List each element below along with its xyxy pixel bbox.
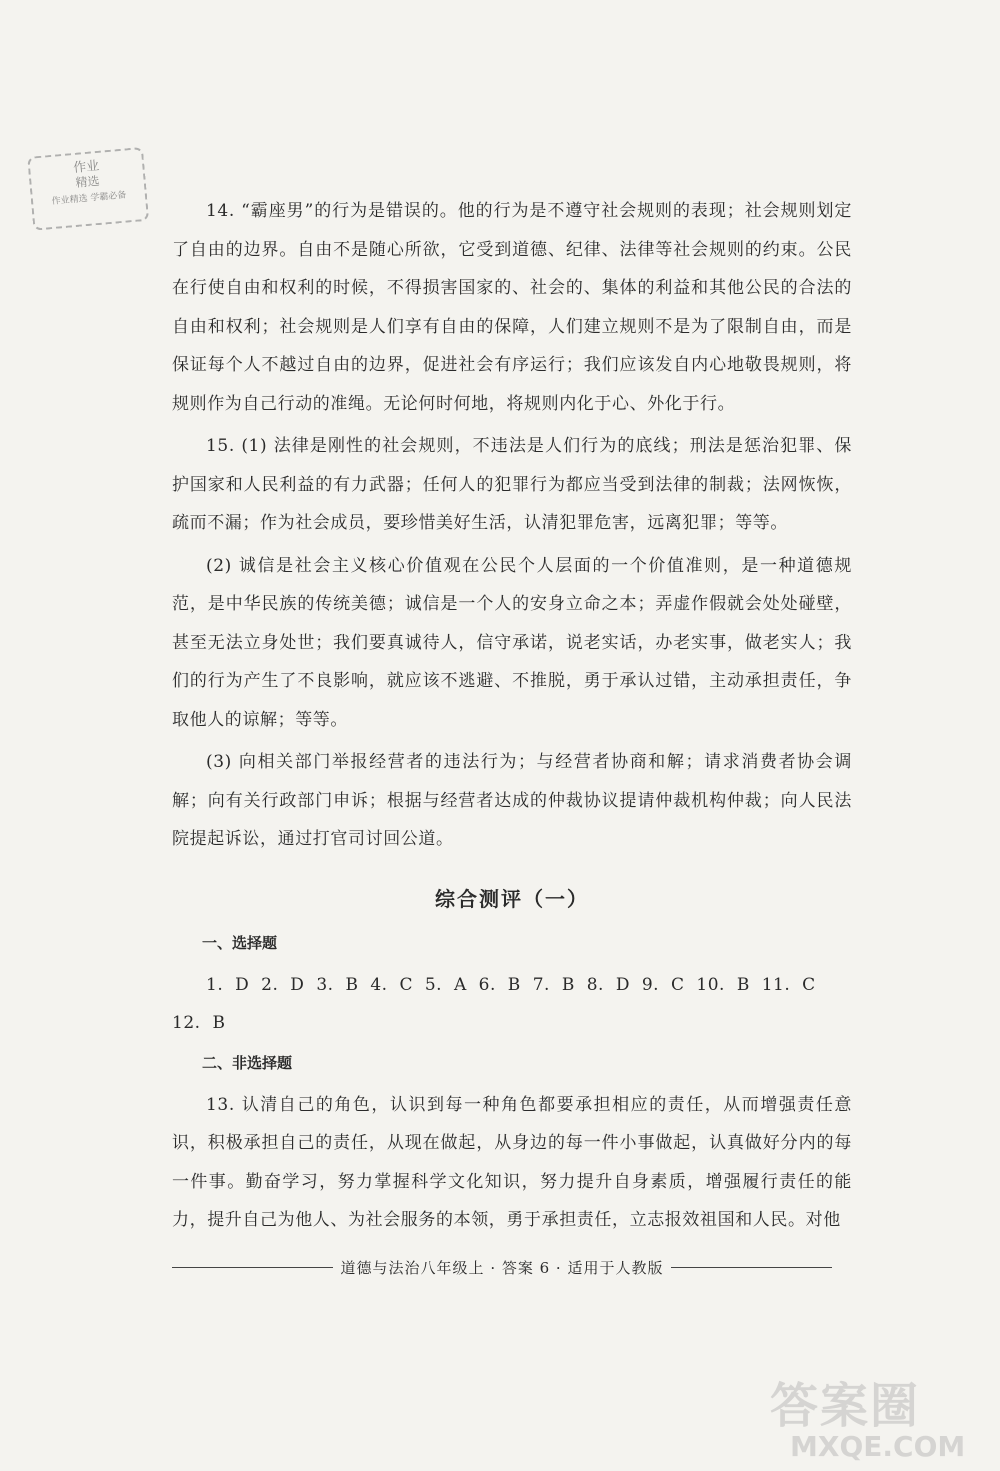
answer-paragraph-13: 13. 认清自己的角色，认识到每一种角色都要承担相应的责任，从而增强责任意识，积极承担自己的责任，从现在做起，从身边的每一件小事做起，认真做好分内的每一件事。勤奋学习，努力掌握科学文化知识，努力提升自身素质，增强履行责任的能力，提升自己为他人、为社会服务的本领，勇于承担责任，立志报效祖国和人民。对他 [172,1094,852,1230]
answer-paragraph-15-1: 15. (1) 法律是刚性的社会规则，不违法是人们行为的底线；刑法是惩治犯罪、保护国家和人民利益的有力武器；任何人的犯罪行为都应当受到法律的制裁；法网恢恢，疏而不漏；作为社会成员，要珍惜美好生活，认清犯罪危害，远离犯罪；等等。 [172,436,852,533]
watermark-logo-text: 答案圈 [770,1378,921,1434]
non-choice-section-heading: 二、非选择题 [202,1053,293,1072]
answer-paragraph-14: 14. “霸座男”的行为是错误的。他的行为是不遵守社会规则的表现；社会规则划定了自由的边界。自由不是随心所欲，它受到道德、纪律、法律等社会规则的约束。公民在行使自由和权利的时候，不得损害国家的、社会的、集体的利益和其他公民的合法的自由和权利；社会规则是人们享有自由的保障，人们建立规则不是为了限制自由，而是保证每个人不越过自由的边界，促进社会有序运行；我们应该发自内心地敬畏规则，将规则作为自己行动的准绳。无论何时何地，将规则内化于心、外化于行。 [172,201,852,414]
stamp-border [27,147,149,231]
page-footer [172,1252,832,1282]
footer-rule-left [172,1267,333,1268]
stamp-text-line3: 作业精选 学霸必备 [51,190,127,208]
answer-paragraph-15-2: (2) 诚信是社会主义核心价值观在公民个人层面的一个价值准则，是一种道德规范，是中华民族的传统美德；诚信是一个人的安身立命之本；弄虚作假就会处处碰壁，甚至无法立身处世；我们要真诚待人，信守承诺，说老实话，办老实事，做老实人；我们的行为产生了不良影响，就应该不逃避、不推脱，勇于承认过错，主动承担责任，争取他人的谅解；等等。 [172,555,852,730]
watermark-domain-text: MXQE.COM [790,1430,966,1463]
footer-text: 道德与法治八年级上 · 答案 6 · 适用于人教版 [340,1258,664,1277]
section-title: 综合测评（一） [435,886,589,911]
choice-section-heading: 一、选择题 [202,933,278,952]
choice-answers: 1. D 2. D 3. B 4. C 5. A 6. B 7. B 8. D 9. C 10. B 11. C 12. B [172,974,816,1033]
stamp-text-line2: 精选 [74,173,101,190]
page-content [172,192,852,1240]
footer-rule-right [671,1267,832,1268]
site-watermark [770,1380,990,1470]
answer-paragraph-15-3: (3) 向相关部门举报经营者的违法行为；与经营者协商和解；请求消费者协会调解；向有关行政部门申诉；根据与经营者达成的仲裁协议提请仲裁机构仲裁；向人民法院提起诉讼，通过打官司讨回公道。 [172,752,852,849]
homework-stamp [27,147,145,226]
stamp-text-line1: 作业 [72,158,100,177]
